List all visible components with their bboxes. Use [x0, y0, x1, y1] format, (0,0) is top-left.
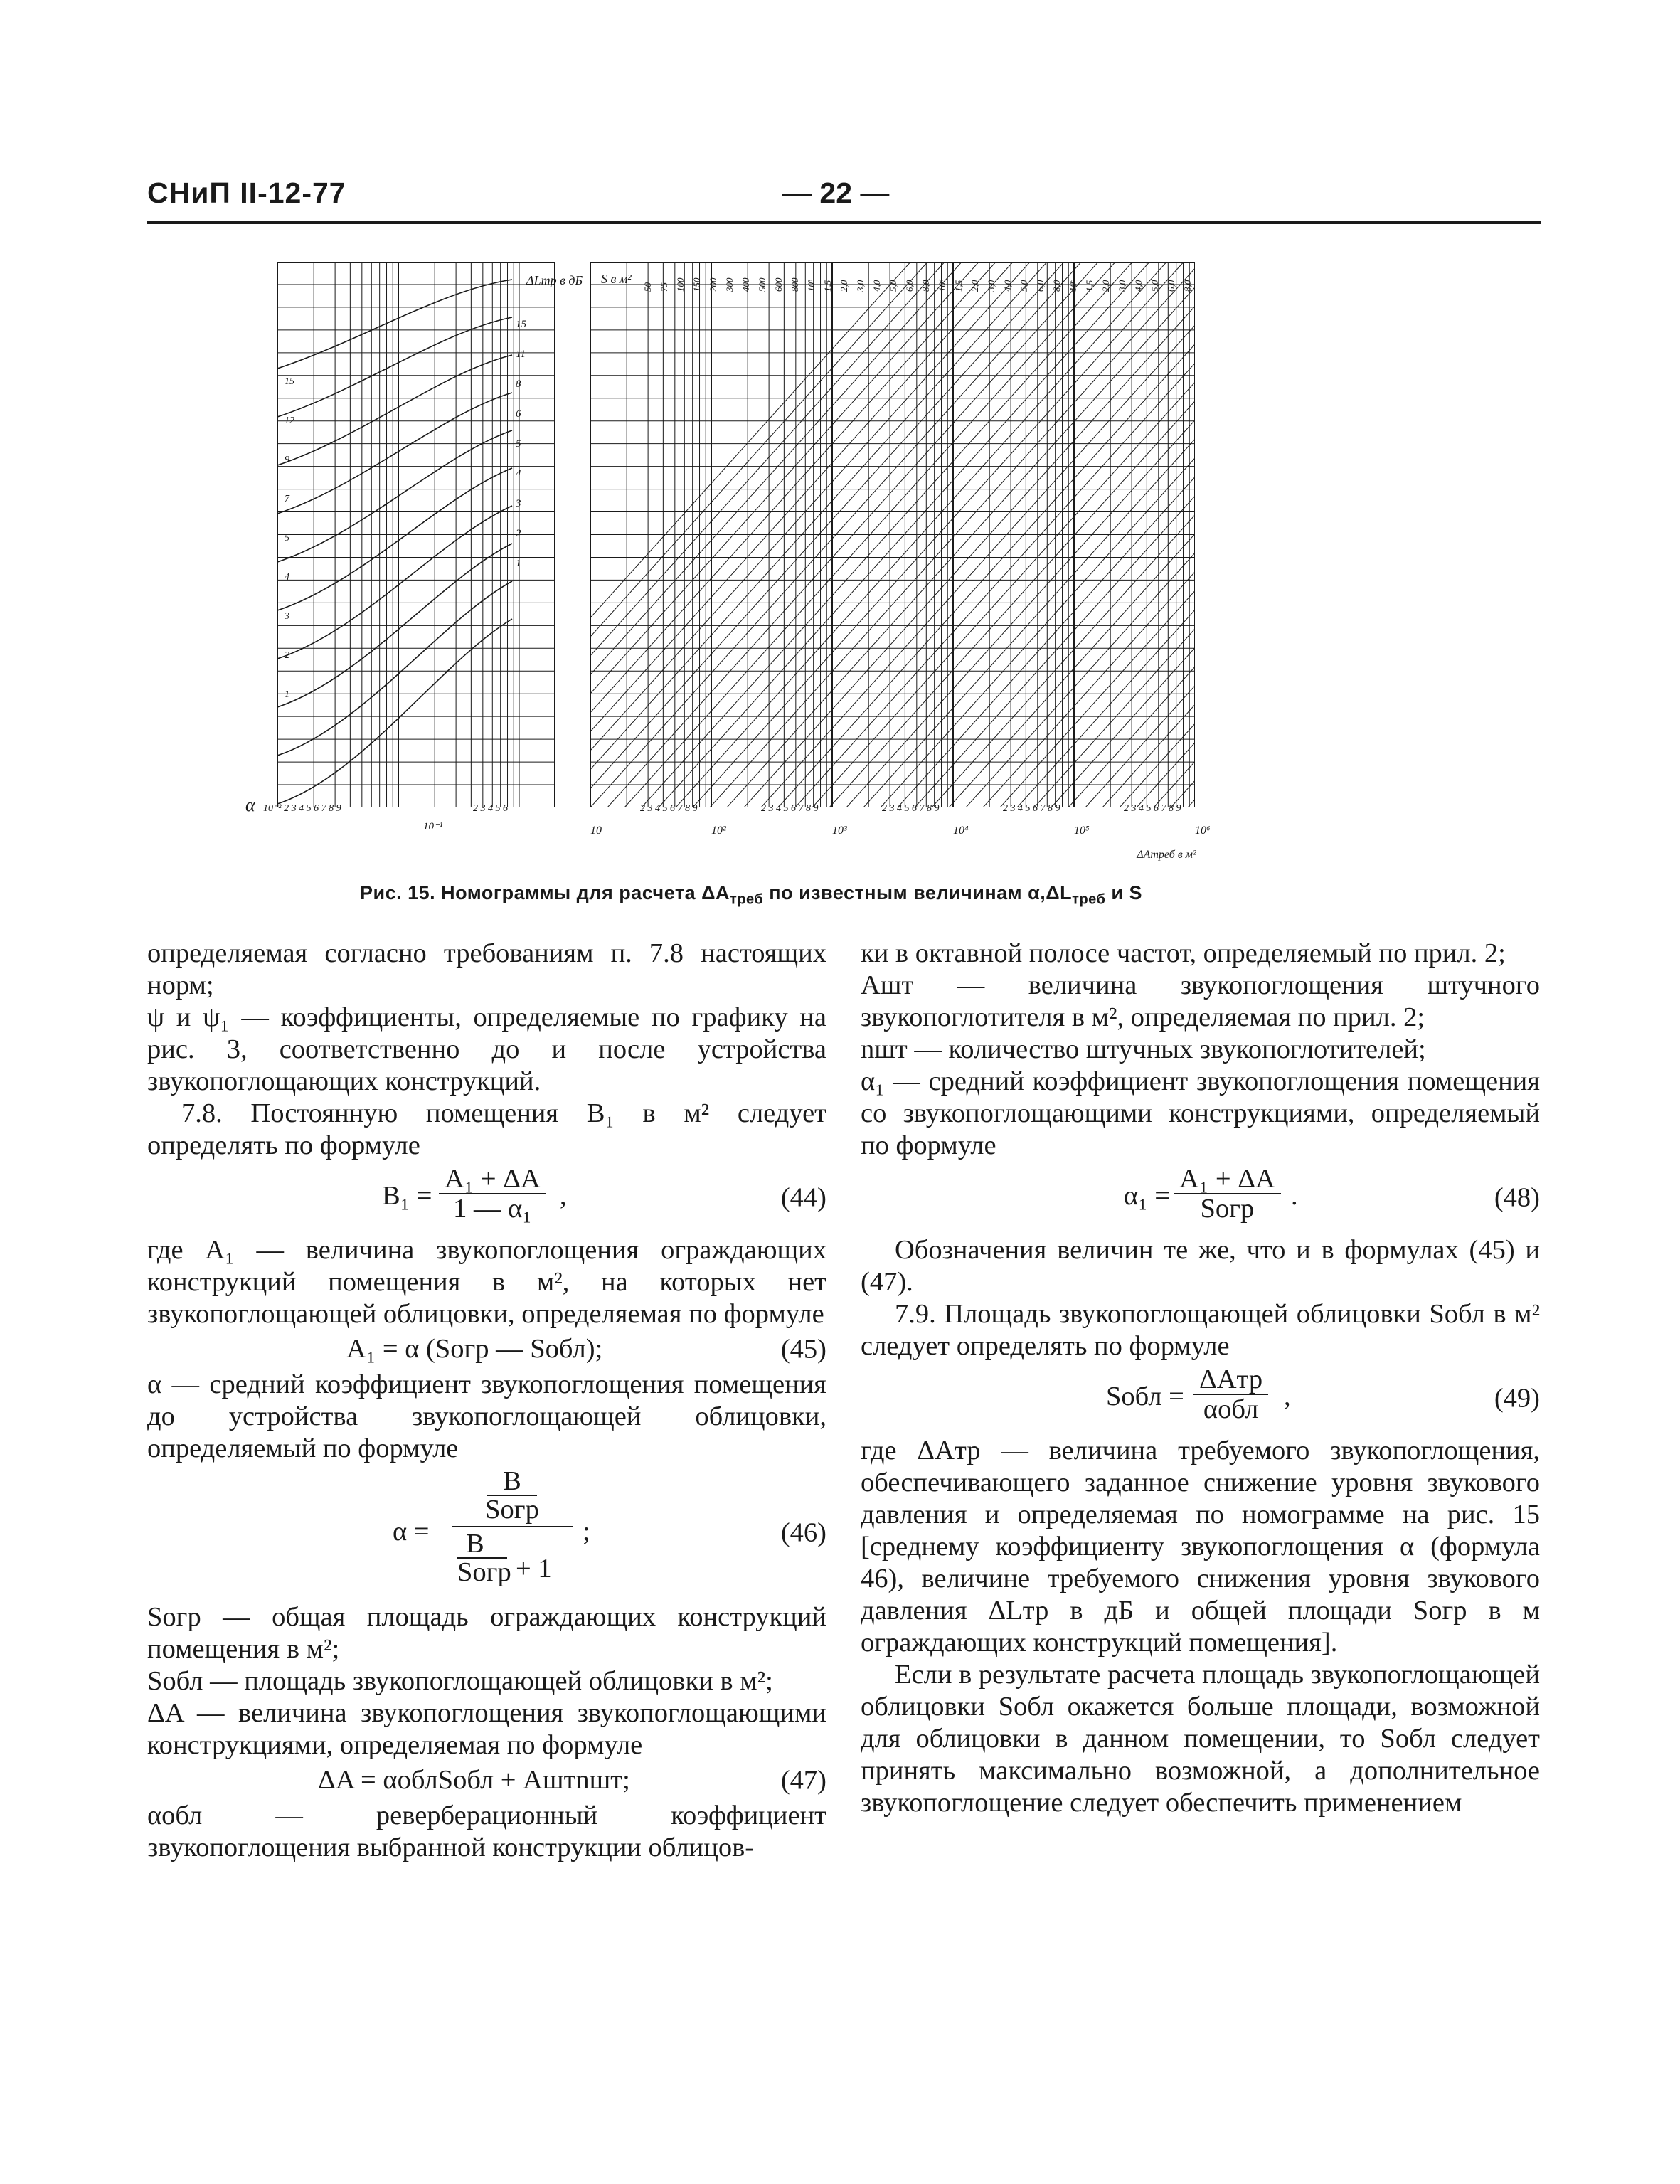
figure-caption: Рис. 15. Номограммы для расчета $\Delta A_{треб}$ по известным величинам $\alpha,\Delta L_{треб}$ и S — [360, 882, 1143, 908]
top-scale-label: 1,5 — [1084, 280, 1095, 292]
alpha-ticks: 10⁻² 2 3 4 5 6 7 8 9 — [263, 803, 341, 814]
paragraph: α₁ — средний коэффициент звукопоглощения помещения со звукопоглощающими конструкциями, определяемый по формуле — [861, 1066, 1540, 1160]
curve-label: 12 — [285, 415, 294, 426]
right-nomogram — [420, 262, 1423, 807]
top-scale-label: 400 — [740, 277, 751, 292]
top-scale-label: 300 — [724, 277, 735, 292]
nomogram-curve — [277, 393, 512, 514]
x-ticks: 2 3 4 5 6 7 8 9 — [882, 803, 940, 814]
top-scale-label: 6,0 — [1166, 280, 1176, 292]
nomogram-curve — [277, 430, 512, 562]
paragraph: Если в результате расчета площадь звукопоглощающей облицовки Sобл окажется больше площади, возможной для облицовки в данном помещении, то Sобл следует принять максимально возможной, а дополнительное звукопоглощение следует обеспечить применением — [861, 1660, 1540, 1818]
curve-label: 3 — [285, 611, 289, 622]
top-scale-label: 3,0 — [986, 280, 996, 292]
paragraph: Sобл — площадь звукопоглощающей облицовки в м²; — [147, 1666, 773, 1696]
formula-46: α = B Sогр B Sогр + 1 ; (46) — [393, 1466, 826, 1587]
diagonal-line — [1222, 262, 1423, 807]
curve-label: 15 — [285, 376, 294, 387]
left-scale-label: 3 — [516, 498, 521, 509]
left-scale-label: 2 — [516, 528, 521, 539]
top-scale-label: 50 — [642, 282, 653, 292]
paragraph: nшт — количество штучных звукопоглотителей; — [861, 1034, 1426, 1064]
diagonal-line — [1307, 262, 1423, 807]
x-unit-label: ΔAтреб в м² — [1137, 849, 1196, 861]
header-rule — [147, 221, 1541, 224]
diagonal-line — [1171, 262, 1423, 807]
top-scale-label: 6,0 — [1035, 280, 1046, 292]
top-scale-label: 150 — [691, 277, 702, 292]
diagonal-line — [1324, 262, 1423, 807]
left-text-column — [147, 938, 826, 1864]
paragraph: ки в октавной полосе частот, определяемый по прил. 2; — [861, 938, 1506, 968]
left-scale-label: 8 — [516, 378, 521, 390]
top-scale-label: 6,0 — [904, 280, 915, 292]
top-scale-label: 1,5 — [822, 280, 833, 292]
top-scale-label: 2,0 — [969, 280, 980, 292]
x-decade-label: 10⁶ — [1195, 825, 1211, 837]
diagonal-line — [1239, 262, 1423, 807]
left-scale-label: 1 — [516, 558, 521, 569]
right-text-column — [861, 938, 1540, 1819]
curve-label: 1 — [285, 689, 289, 700]
top-scale-label: 10⁵ — [1068, 279, 1078, 292]
right-axis-label: S в м² — [601, 272, 632, 286]
formula-49: Sобл = ΔAтр αобл , (49) — [1106, 1364, 1540, 1424]
x-ticks: 2 3 4 5 6 7 8 9 — [1124, 803, 1181, 814]
x-ticks: 2 3 4 5 6 7 8 9 — [1003, 803, 1060, 814]
diagonal-line — [1290, 262, 1423, 807]
diagonal-line — [1341, 262, 1423, 807]
x-ticks: 2 3 4 5 6 7 8 9 — [640, 803, 698, 814]
x-decade-label: 10⁵ — [1074, 825, 1090, 837]
page-number: — 22 — — [782, 176, 890, 209]
top-scale-label: 10³ — [806, 280, 817, 292]
curve-label: 5 — [285, 533, 289, 544]
diagonal-line — [1359, 262, 1423, 807]
paragraph: где ΔAтр — величина требуемого звукопоглощения, обеспечивающего заданное снижение уровня звукового давления и определяемая по номограмме на рис. 15 [среднему коэффициенту звукопоглощения α (формула 46), величине требуемого снижения уровня звукового давления ΔLтр в дБ и общей площади Sогр в м ограждающих конструкций помещения]. — [861, 1436, 1540, 1658]
alpha-decade-label: 10⁻¹ — [423, 821, 443, 832]
paragraph: определяемая согласно требованиям п. 7.8 настоящих норм; — [147, 938, 826, 1000]
paragraph: Обозначения величин те же, что и в формулах (45) и (47). — [861, 1235, 1540, 1297]
top-scale-label: 4,0 — [1133, 280, 1144, 292]
nomogram-curve — [277, 506, 512, 659]
top-scale-label: 200 — [708, 277, 718, 292]
top-scale-label: 3,0 — [855, 280, 866, 292]
top-scale-label: 75 — [659, 282, 669, 292]
top-scale-label: 100 — [675, 277, 686, 292]
formula-45: A₁ = α (Sогр — Sобл); (45) — [346, 1334, 826, 1364]
paragraph: 7.9. Площадь звукопоглощающей облицовки Sобл в м² следует определять по формуле — [861, 1299, 1540, 1361]
x-decade-label: 10 — [590, 825, 602, 837]
top-scale-label: 600 — [773, 277, 784, 292]
curve-label: 7 — [285, 494, 289, 504]
x-ticks: 2 3 4 5 6 7 8 9 — [761, 803, 819, 814]
nomogram-curve — [277, 619, 512, 804]
paragraph: ΔA — величина звукопоглощения звукопоглощающими конструкциями, определяемая по формуле — [147, 1698, 826, 1760]
top-scale-label: 1,5 — [953, 280, 964, 292]
nomogram-figure — [242, 256, 1423, 875]
top-scale-label: 4,0 — [871, 280, 882, 292]
top-scale-label: 2,0 — [1100, 280, 1111, 292]
top-scale-label: 5,0 — [1149, 280, 1160, 292]
left-nomogram — [277, 262, 555, 807]
top-scale-label: 3,0 — [1117, 280, 1127, 292]
document-code: СНиП II-12-77 — [147, 176, 346, 209]
formula-48: α₁ = A₁ + ΔA Sогр . (48) — [1124, 1164, 1540, 1224]
top-scale-label: 8,0 — [1182, 280, 1193, 292]
top-scale-label: 4,0 — [1002, 280, 1013, 292]
top-scale-label: 2,0 — [839, 280, 849, 292]
paragraph: α — средний коэффициент звукопоглощения помещения до устройства звукопоглощающей облицовки, определяемый по формуле — [147, 1369, 826, 1463]
alpha-axis-label: α — [245, 795, 255, 815]
left-scale-label: 15 — [516, 319, 526, 330]
x-decade-label: 10⁴ — [953, 825, 969, 837]
alpha-ticks: 2 3 4 5 6 — [473, 803, 508, 814]
curve-label: 9 — [285, 455, 289, 465]
left-scale-label: 11 — [516, 349, 526, 360]
top-scale-label: 8,0 — [1051, 280, 1062, 292]
paragraph: где A₁ — величина звукопоглощения ограждающих конструкций помещения в м², на которых нет звукопоглощающей облицовки, определяемая по формуле — [147, 1235, 826, 1329]
curve-label: 2 — [285, 650, 289, 661]
diagonal-line — [1273, 262, 1423, 807]
x-decade-label: 10² — [711, 825, 726, 837]
paragraph: Aшт — величина звукопоглощения штучного звукопоглотителя в м², определяемая по прил. 2; — [861, 970, 1540, 1032]
diagonal-line — [1256, 262, 1423, 807]
diagonal-line — [1205, 262, 1423, 807]
top-scale-label: 10⁴ — [937, 279, 947, 292]
nomogram-curve — [277, 355, 512, 465]
paragraph: αобл — реверберационный коэффициент звукопоглощения выбранной конструкции облицов- — [147, 1801, 826, 1862]
x-decade-label: 10³ — [832, 825, 847, 837]
top-scale-label: 500 — [757, 277, 767, 292]
nomogram-curve — [277, 581, 512, 756]
top-scale-label: 8,0 — [920, 280, 931, 292]
paragraph: Sогр — общая площадь ограждающих конструкций помещения в м²; — [147, 1602, 826, 1664]
top-scale-label: 5,0 — [1019, 280, 1029, 292]
top-scale-label: 5,0 — [888, 280, 898, 292]
left-axis-label: ΔLтр в дБ — [526, 273, 583, 287]
top-scale-label: 800 — [790, 277, 800, 292]
diagonal-line — [1188, 262, 1423, 807]
left-scale-label: 4 — [516, 468, 521, 479]
formula-44: B₁ = $\frac{\text{A₁ + ΔA}}{\text{1 — α₁}}$ , (44) — [382, 1164, 826, 1224]
curve-label: 4 — [285, 572, 289, 583]
left-scale-label: 6 — [516, 408, 521, 420]
paragraph: ψ и ψ₁ — коэффициенты, определяемые по графику на рис. 3, соответственно до и после устройства звукопоглощающих конструкций. — [147, 1002, 826, 1096]
left-scale-label: 5 — [516, 438, 521, 450]
formula-47: ΔA = αоблSобл + Aштnшт; (47) — [318, 1765, 826, 1796]
paragraph: 7.8. Постоянную помещения B₁ в м² следует определять по формуле — [147, 1098, 826, 1160]
nomogram-curve — [277, 280, 512, 369]
